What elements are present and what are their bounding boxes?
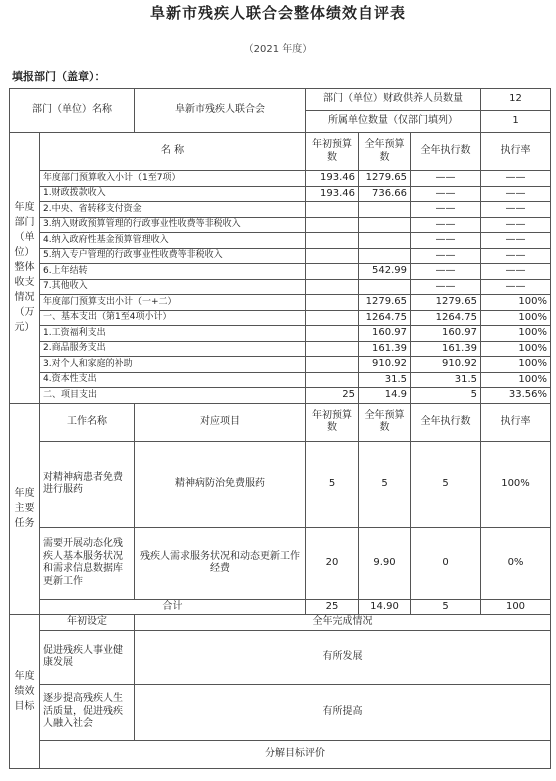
- table-row: 7.其他收入: [40, 279, 306, 295]
- section-income-expense-label: 年度部门（单位）整体收支情况（万元）: [10, 133, 40, 404]
- cell-value: 14.9: [359, 388, 411, 404]
- cell-value: [306, 326, 359, 342]
- cell-value: ——: [481, 264, 551, 280]
- table-row: 2.中央、省转移支付资金: [40, 202, 306, 218]
- table-row: 4.纳入政府性基金预算管理收入: [40, 233, 306, 249]
- col-executed-header: 全年执行数: [411, 403, 481, 441]
- cell-value: [306, 341, 359, 357]
- cell-value: 9.90: [359, 527, 411, 599]
- cell-value: 1279.65: [411, 295, 481, 311]
- cell-value: 161.39: [411, 341, 481, 357]
- cell-value: ——: [481, 202, 551, 218]
- table-row: 2.商品服务支出: [40, 341, 306, 357]
- cell-value: ——: [481, 186, 551, 202]
- cell-value: 100%: [481, 295, 551, 311]
- status-text: 有所提高: [135, 684, 551, 740]
- staff-count-value: 12: [481, 89, 551, 111]
- status-text: 有所发展: [135, 630, 551, 684]
- year-subtitle: （2021 年度）: [243, 44, 313, 55]
- cell-value: 100%: [481, 341, 551, 357]
- cell-value: ——: [481, 217, 551, 233]
- cell-value: [306, 310, 359, 326]
- table-row: 6.上年结转: [40, 264, 306, 280]
- section-main-tasks-label: 年度主要任务: [10, 403, 40, 615]
- col-rate-header: 执行率: [481, 133, 551, 171]
- dept-name-value: 阜新市残疾人联合会: [135, 89, 306, 133]
- task-project: 精神病防治免费服药: [135, 441, 306, 527]
- cell-value: ——: [411, 171, 481, 187]
- cell-value: ——: [481, 171, 551, 187]
- cell-value: 160.97: [411, 326, 481, 342]
- table-row: 1.工资福利支出: [40, 326, 306, 342]
- table-row: 一、基本支出（第1至4项小计）: [40, 310, 306, 326]
- cell-value: [306, 295, 359, 311]
- cell-value: 25: [306, 388, 359, 404]
- cell-value: [306, 264, 359, 280]
- cell-value: ——: [481, 248, 551, 264]
- cell-value: ——: [411, 279, 481, 295]
- table-row: 年度部门预算收入小计（1至7项）: [40, 171, 306, 187]
- col-full-budget-header: 全年预算数: [359, 403, 411, 441]
- cell-value: [306, 248, 359, 264]
- cell-value: ——: [411, 217, 481, 233]
- table-row: 1.财政拨款收入: [40, 186, 306, 202]
- col-project-header: 对应项目: [135, 403, 306, 441]
- cell-value: [306, 233, 359, 249]
- cell-value: 1279.65: [359, 171, 411, 187]
- cell-value: 1264.75: [411, 310, 481, 326]
- cell-value: 100%: [481, 441, 551, 527]
- cell-value: [359, 248, 411, 264]
- unit-label: 填报部门（盖章）：: [12, 70, 106, 83]
- cell-value: [359, 202, 411, 218]
- cell-value: 1264.75: [359, 310, 411, 326]
- cell-value: [306, 279, 359, 295]
- cell-value: ——: [411, 202, 481, 218]
- col-executed-header: 全年执行数: [411, 133, 481, 171]
- cell-value: [359, 279, 411, 295]
- cell-value: 910.92: [411, 357, 481, 373]
- cell-value: ——: [411, 186, 481, 202]
- cell-value: 100: [481, 599, 551, 615]
- col-target-header: 年初设定: [40, 615, 135, 631]
- evaluation-table: [9, 88, 551, 769]
- cell-value: 5: [411, 441, 481, 527]
- dept-name-label: 部门（单位）名称: [10, 89, 135, 133]
- cell-value: 31.5: [411, 372, 481, 388]
- table-row: 3.对个人和家庭的补助: [40, 357, 306, 373]
- col-name-header: 名 称: [40, 133, 306, 171]
- cell-value: 5: [359, 441, 411, 527]
- cell-value: ——: [411, 233, 481, 249]
- cell-value: 100%: [481, 326, 551, 342]
- task-name: 对精神病患者免费进行服药: [40, 441, 135, 527]
- cell-value: 5: [306, 441, 359, 527]
- table-row: 3.纳入财政预算管理的行政事业性收费等非税收入: [40, 217, 306, 233]
- task-name: 需要开展动态化残疾人基本服务状况和需求信息数据库更新工作: [40, 527, 135, 599]
- staff-count-label: 部门（单位）财政供养人员数量: [306, 89, 481, 111]
- cell-value: [306, 372, 359, 388]
- sub-unit-value: 1: [481, 111, 551, 133]
- cell-value: 33.56%: [481, 388, 551, 404]
- col-status-header: 全年完成情况: [135, 615, 551, 631]
- page-title: 阜新市残疾人联合会整体绩效自评表: [149, 4, 406, 22]
- cell-value: [359, 233, 411, 249]
- sub-unit-label: 所属单位数量（仅部门填列）: [306, 111, 481, 133]
- target-text: 逐步提高残疾人生活质量，促进残疾人融入社会: [40, 684, 135, 740]
- cell-value: 5: [411, 599, 481, 615]
- cell-value: 910.92: [359, 357, 411, 373]
- col-task-header: 工作名称: [40, 403, 135, 441]
- cell-value: [306, 357, 359, 373]
- cell-value: [306, 202, 359, 218]
- sub-target-evaluation: 分解目标评价: [40, 740, 551, 768]
- cell-value: 14.90: [359, 599, 411, 615]
- col-budget-header: 年初预算数: [306, 403, 359, 441]
- cell-value: 193.46: [306, 171, 359, 187]
- cell-value: 100%: [481, 310, 551, 326]
- cell-value: 20: [306, 527, 359, 599]
- col-rate-header: 执行率: [481, 403, 551, 441]
- cell-value: 25: [306, 599, 359, 615]
- cell-value: ——: [411, 248, 481, 264]
- table-row: 年度部门预算支出小计（一+二）: [40, 295, 306, 311]
- cell-value: [359, 217, 411, 233]
- cell-value: ——: [481, 233, 551, 249]
- table-row: 4.资本性支出: [40, 372, 306, 388]
- cell-value: ——: [481, 279, 551, 295]
- col-budget-header: 年初预算数: [306, 133, 359, 171]
- cell-value: [306, 217, 359, 233]
- total-label: 合计: [40, 599, 306, 615]
- cell-value: 736.66: [359, 186, 411, 202]
- cell-value: 1279.65: [359, 295, 411, 311]
- table-row: 二、项目支出: [40, 388, 306, 404]
- cell-value: 0%: [481, 527, 551, 599]
- cell-value: ——: [411, 264, 481, 280]
- target-text: 促进残疾人事业健康发展: [40, 630, 135, 684]
- col-full-budget-header: 全年预算数: [359, 133, 411, 171]
- cell-value: 542.99: [359, 264, 411, 280]
- cell-value: 161.39: [359, 341, 411, 357]
- cell-value: 100%: [481, 357, 551, 373]
- cell-value: 31.5: [359, 372, 411, 388]
- task-project: 残疾人需求服务状况和动态更新工作经费: [135, 527, 306, 599]
- cell-value: 193.46: [306, 186, 359, 202]
- table-row: 5.纳入专户管理的行政事业性收费等非税收入: [40, 248, 306, 264]
- cell-value: 160.97: [359, 326, 411, 342]
- cell-value: 5: [411, 388, 481, 404]
- cell-value: 0: [411, 527, 481, 599]
- cell-value: 100%: [481, 372, 551, 388]
- section-performance-targets-label: 年度绩效目标: [10, 615, 40, 769]
